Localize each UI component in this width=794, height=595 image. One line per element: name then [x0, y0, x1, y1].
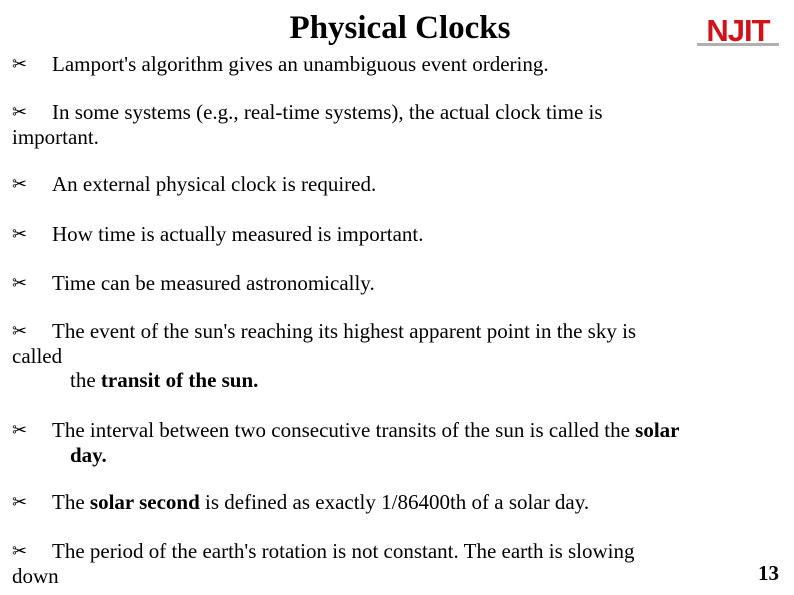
bullet-text: is defined as exactly 1/86400th of a solar day. [199, 490, 590, 514]
bullet-term: day. [70, 443, 107, 467]
page-number: 13 [758, 561, 779, 585]
bullet-term: transit of the sun. [100, 368, 259, 392]
scissors-icon: ✂ [12, 492, 28, 513]
bullet-text: Lamport's algorithm gives an unambiguous event ordering. [52, 52, 549, 76]
scissors-icon: ✂ [12, 541, 28, 562]
bullet-text: Time can be measured astronomically. [52, 271, 375, 295]
scissors-icon: ✂ [12, 102, 28, 123]
bullet-text: In some systems (e.g., real-time systems), the actual clock time is [52, 100, 603, 124]
bullet-text: The interval between two consecutive transits of the sun is called the [52, 418, 636, 442]
bullet-item [12, 172, 782, 197]
bullet-text-continued: called [12, 344, 63, 368]
njit-logo [697, 12, 779, 48]
scissors-icon: ✂ [12, 273, 28, 294]
bullet-item [12, 539, 782, 588]
bullet-text: How time is actually measured is important. [52, 222, 424, 246]
slide-title: Physical Clocks [289, 10, 511, 46]
bullet-text-continued [12, 368, 782, 392]
bullet-item [12, 490, 782, 515]
bullet-text: The period of the earth's rotation is not constant. The earth is slowing [52, 539, 635, 563]
bullet-term: solar second [89, 490, 200, 514]
bullet-item [12, 222, 782, 247]
bullet-text-continued: down [12, 564, 59, 588]
bullet-text: The event of the sun's reaching its highest apparent point in the sky is [52, 319, 637, 343]
scissors-icon: ✂ [12, 321, 28, 342]
bullet-text: The [52, 490, 90, 514]
svg-text:NJIT: NJIT [706, 13, 770, 48]
bullet-text-fragment: the [70, 368, 101, 392]
njit-logo-graphic [697, 12, 779, 48]
bullet-term: solar [635, 418, 680, 442]
scissors-icon: ✂ [12, 224, 28, 245]
scissors-icon: ✂ [12, 420, 28, 441]
bullet-item [12, 271, 782, 296]
bullet-text-continued: important. [12, 125, 99, 149]
scissors-icon: ✂ [12, 174, 28, 195]
bullet-text-continued [12, 443, 782, 467]
bullet-text: An external physical clock is required. [52, 172, 377, 196]
bullet-item [12, 418, 782, 467]
bullet-item [12, 52, 782, 77]
bullet-item [12, 319, 782, 392]
scissors-icon: ✂ [12, 54, 28, 75]
bullet-item [12, 100, 782, 149]
